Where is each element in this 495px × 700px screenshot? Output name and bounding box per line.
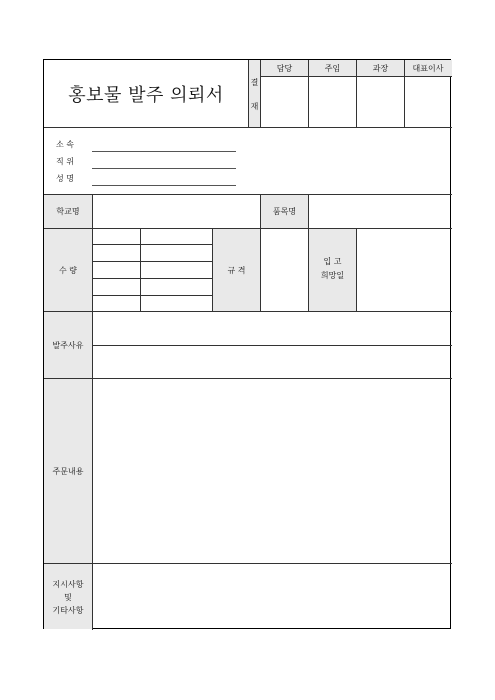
item-name-field[interactable] [309, 195, 452, 228]
instructions-label-line1: 지시사항 [52, 579, 84, 589]
instructions-field[interactable] [93, 564, 452, 629]
instructions-label-line2: 및 [64, 592, 72, 602]
approval-sign-assistant[interactable] [309, 77, 356, 127]
delivery-date-label-line2: 희망일 [320, 270, 345, 280]
order-content-label: 주문내용 [44, 379, 92, 563]
approval-col-assistant: 주임 [324, 63, 341, 73]
school-name-label: 학교명 [44, 195, 92, 228]
order-request-form [43, 59, 451, 629]
approval-label-bottom: 재 [250, 101, 259, 111]
affiliation-field[interactable] [92, 151, 236, 152]
spec-field[interactable] [261, 229, 308, 311]
approval-sign-section-chief[interactable] [357, 77, 404, 127]
approval-label-top: 결 [250, 77, 259, 87]
quantity-grid[interactable] [93, 229, 212, 311]
approval-label-cell [249, 60, 260, 127]
name-field[interactable] [92, 185, 236, 186]
instructions-label-line3: 기타사항 [52, 605, 84, 615]
school-name-field[interactable] [93, 195, 260, 228]
delivery-date-label-line1: 입 고 [323, 256, 342, 266]
order-content-field[interactable] [93, 379, 452, 563]
approval-col-section-chief: 과장 [372, 63, 389, 73]
item-name-label: 품목명 [261, 195, 308, 228]
approval-sign-manager[interactable] [261, 77, 308, 127]
order-reason-field-2[interactable] [93, 346, 452, 378]
delivery-date-field[interactable] [357, 229, 452, 311]
quantity-label: 수 량 [44, 229, 92, 311]
order-reason-field-1[interactable] [93, 312, 452, 345]
position-label: 직 위 [56, 157, 74, 166]
order-reason-label: 발주사유 [44, 312, 92, 378]
spec-label: 규 격 [213, 229, 260, 311]
position-field[interactable] [92, 168, 236, 169]
affiliation-label: 소 속 [56, 140, 74, 149]
approval-col-manager: 담당 [276, 63, 293, 73]
form-title: 홍보물 발주 의뢰서 [68, 84, 224, 106]
approval-col-ceo: 대표이사 [412, 63, 444, 73]
name-label: 성 명 [56, 174, 74, 183]
approval-sign-ceo[interactable] [405, 77, 451, 127]
